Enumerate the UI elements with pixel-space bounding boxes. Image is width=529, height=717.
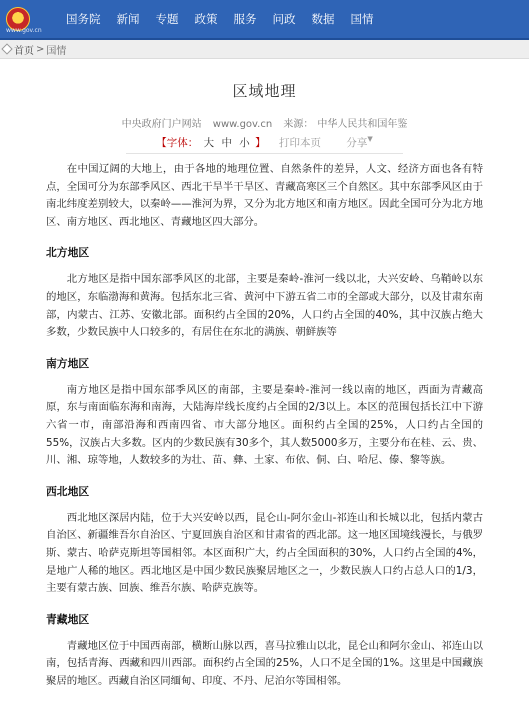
- section-text-qinghai-tibet: 青藏地区位于中国西南部，横断山脉以西，喜马拉雅山以北，昆仑山和阿尔金山、祁连山以南，包括青海、西藏和四川西部。面积约占全国的25%，人口不足全国的1%。这里是中国藏族聚居的地区。西藏自治区同缅甸、印度、不丹、尼泊尔等国相邻。: [46, 639, 483, 687]
- nav-item-topics[interactable]: 专题: [155, 12, 179, 26]
- font-size-label: 【字体：: [156, 137, 199, 149]
- home-icon: [1, 43, 12, 54]
- nav-item-national-info[interactable]: 国情: [350, 12, 374, 26]
- nav-item-news[interactable]: 新闻: [116, 12, 140, 26]
- print-button[interactable]: 打印本页: [278, 137, 321, 149]
- source-name: 中华人民共和国年鉴: [317, 119, 408, 130]
- nav-item-policy[interactable]: 政策: [194, 12, 218, 26]
- nav-item-data[interactable]: 数据: [311, 12, 335, 26]
- source-url: www.gov.cn: [212, 119, 273, 130]
- share-label: 分享: [346, 137, 368, 149]
- site-url: www.gov.cn: [6, 27, 42, 34]
- main-nav: [58, 0, 382, 38]
- chevron-down-icon: ▼: [367, 135, 373, 143]
- section-heading-northwest: 西北地区: [46, 484, 90, 498]
- source-label: 来源：: [283, 119, 314, 130]
- breadcrumb-separator: >: [36, 43, 45, 55]
- nav-item-state-council[interactable]: 国务院: [66, 12, 101, 26]
- section-heading-south: 南方地区: [46, 356, 90, 370]
- breadcrumb: [0, 40, 529, 59]
- font-size-label-end: 】: [255, 137, 266, 149]
- nav-item-services[interactable]: 服务: [233, 12, 257, 26]
- source-site: 中央政府门户网站: [121, 119, 202, 130]
- section-heading-qinghai-tibet: 青藏地区: [46, 612, 90, 626]
- section-text-north: 北方地区是指中国东部季风区的北部，主要是秦岭-淮河一线以北，大兴安岭、乌鞘岭以东的地区，东临渤海和黄海。包括东北三省、黄河中下游五省二市的全部或大部分，以及甘肃东南部，内蒙古、江苏、安徽北部。面积约占全国的20%，人口约占全国的40%，其中汉族占绝大多数，少数民族中人口较多的，有居住在东北的满族、朝鲜族等: [46, 273, 483, 339]
- intro-paragraph: 在中国辽阔的大地上，由于各地的地理位置、自然条件的差异，人文、经济方面也各有特点，全国可分为东部季风区、西北干旱半干旱区、青藏高寒区三个自然区。其中东部季风区由于南北纬度差别较大，以秦岭——淮河为界，又分为北方地区和南方地区。因此全国可分为北方地区、南方地区、西北地区、青藏地区四大部分。: [46, 163, 483, 228]
- article-meta: [46, 115, 483, 130]
- share-button[interactable]: [346, 137, 372, 149]
- font-large-button[interactable]: 大: [203, 137, 215, 149]
- breadcrumb-home-link[interactable]: 首页: [14, 45, 34, 57]
- top-navigation-bar: [0, 0, 529, 40]
- font-small-button[interactable]: 小: [239, 137, 250, 149]
- section-text-south: 南方地区是指中国东部季风区的南部，主要是秦岭-淮河一线以南的地区，西面为青藏高原，东与南面临东海和南海，大陆海岸线长度约占全国的2/3以上。本区的范围包括长江中下游六省一市，南部沿海和西南四省、市大部分地区。面积约占全国的25%，人口约占全国的55%，汉族占大多数。区内的少数民族有30多个，其人数5000多万，主要分布在桂、云、贵、川、湘、琼等地，人数较多的为壮、苗、彝、土家、布依、侗、白、哈尼、傣、黎等族。: [46, 383, 483, 467]
- font-medium-button[interactable]: 中: [221, 137, 232, 149]
- article-tools: [126, 135, 403, 154]
- section-heading-north: 北方地区: [46, 246, 90, 260]
- section-text-northwest: 西北地区深居内陆，位于大兴安岭以西，昆仑山-阿尔金山-祁连山和长城以北，包括内蒙古自治区、新疆维吾尔自治区、宁夏回族自治区和甘肃省的西北部。这一地区国境线漫长，与俄罗斯、蒙古、哈萨克斯坦等国相邻。本区面积广大，约占全国面积的30%，人口约占全国的4%，是地广人稀的地区。西北地区是中国少数民族聚居地区之一，少数民族人口约占总人口的1/3，主要有蒙古族、回族、维吾尔族、哈萨克族等。: [46, 511, 483, 595]
- page-title: 区域地理: [232, 82, 297, 100]
- breadcrumb-current[interactable]: 国情: [46, 45, 67, 57]
- nav-item-inquiry[interactable]: 问政: [272, 12, 296, 26]
- article-body: [0, 59, 529, 717]
